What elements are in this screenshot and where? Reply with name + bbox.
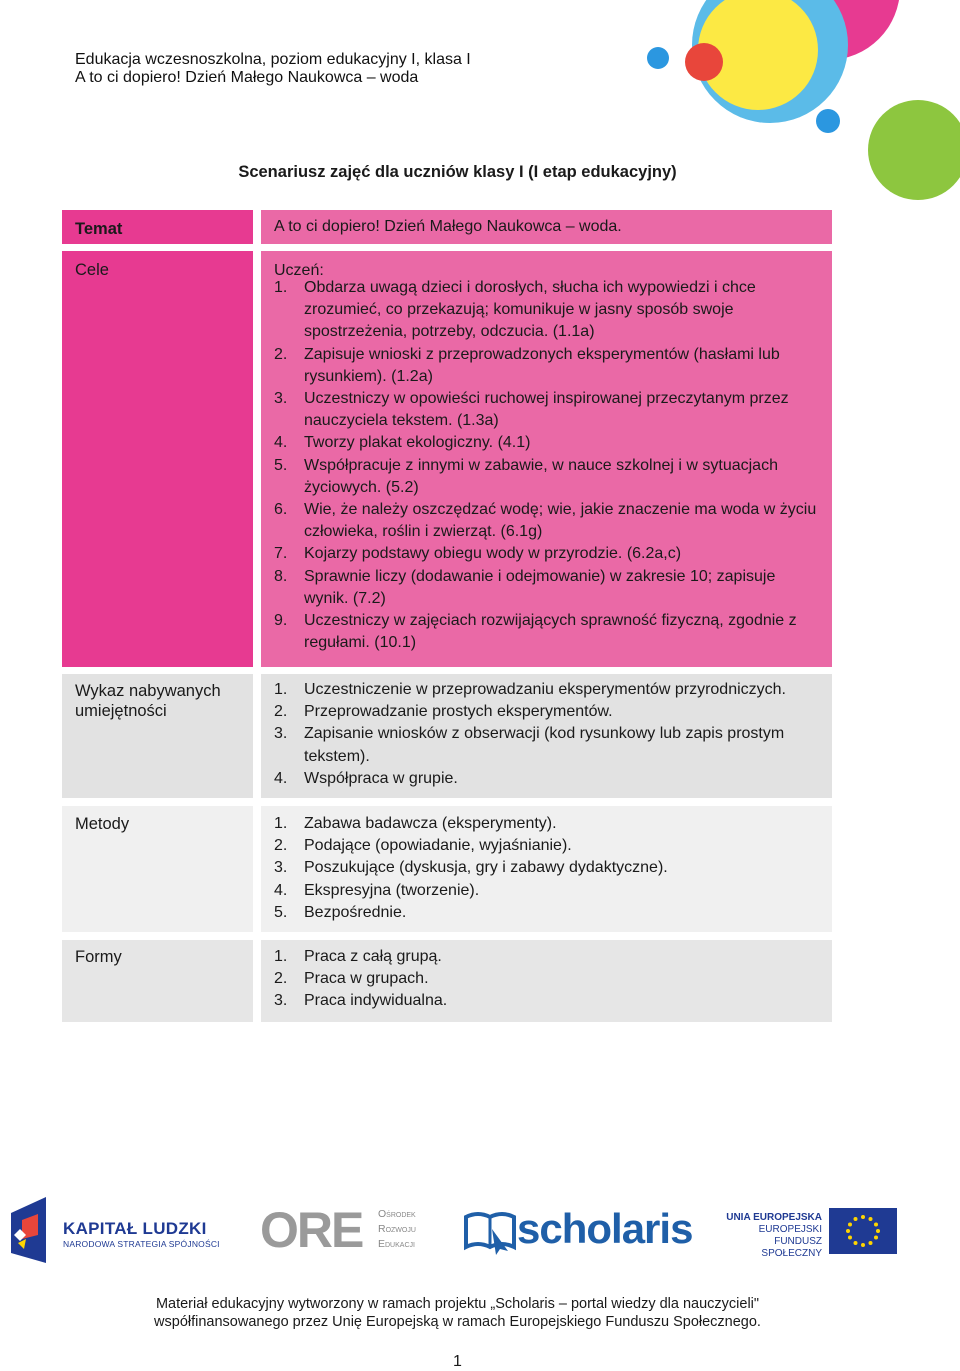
scholaris-name: scholaris <box>517 1205 693 1252</box>
formy-label: Formy <box>75 948 122 966</box>
page-number: 1 <box>453 1353 462 1370</box>
red-circle-small <box>685 43 723 81</box>
cele-label-cell <box>62 251 253 667</box>
blue-circle-small <box>647 47 669 69</box>
formy-list <box>274 946 824 1013</box>
ore-line1: Ośrodek <box>378 1208 416 1220</box>
list-item: 2. Przeprowadzanie prostych eksperymentów. <box>274 703 613 721</box>
list-item: 3. Zapisanie wniosków z obserwacji (kod rysunkowy lub zapis prostym tekstem). <box>274 725 785 765</box>
metody-content-cell <box>261 806 832 932</box>
wykaz-label-cell <box>62 674 253 798</box>
kapital-ludzki-emblem <box>8 1195 58 1267</box>
list-item: 2. Podające (opowiadanie, wyjaśnianie). <box>274 837 572 855</box>
list-item: 2. Zapisuje wnioski z przeprowadzonych eksperymentów (hasłami lub rysunkiem). (1.2a) <box>274 345 780 385</box>
kapital-ludzki-title: KAPITAŁ LUDZKI <box>63 1219 207 1238</box>
temat-value: A to ci dopiero! Dzień Małego Naukowca – woda. <box>274 218 622 235</box>
wykaz-content-cell <box>261 674 832 798</box>
footer-line1: Materiał edukacyjny wytworzony w ramach projektu „Scholaris – portal wiedzy dla nauczycieli" <box>155 1296 760 1312</box>
ore-line2: Rozwoju <box>378 1223 416 1235</box>
cele-list <box>274 277 824 654</box>
eu-line3: FUNDUSZ SPOŁECZNY <box>761 1236 822 1259</box>
metody-label-cell <box>62 806 253 932</box>
list-item: 4. Tworzy plakat ekologiczny. (4.1) <box>274 434 531 452</box>
temat-label-cell <box>62 210 253 244</box>
wykaz-label-line1: Wykaz nabywanych <box>75 682 221 700</box>
list-item: 4. Współpraca w grupie. <box>274 769 458 787</box>
wykaz-label-line2: umiejętności <box>75 702 167 720</box>
green-circle <box>868 100 960 200</box>
formy-content-cell <box>261 940 832 1022</box>
ore-logo <box>260 1202 440 1260</box>
list-item: 4. Ekspresyjna (tworzenie). <box>274 881 480 899</box>
kapital-ludzki-subtitle: NARODOWA STRATEGIA SPÓJNOŚCI <box>63 1239 220 1249</box>
metody-label: Metody <box>75 815 130 833</box>
list-item: 8. Sprawnie liczy (dodawanie i odejmowanie) w zakresie 10; zapisuje wynik. (7.2) <box>274 567 776 607</box>
list-item: 3. Praca indywidualna. <box>274 992 448 1010</box>
list-item: 1. Uczestniczenie w przeprowadzaniu eksperymentów przyrodniczych. <box>274 681 786 698</box>
cele-intro: Uczeń: <box>274 262 324 279</box>
cele-content-cell <box>261 251 832 667</box>
eu-line2: EUROPEJSKI <box>758 1224 822 1235</box>
metody-list <box>274 813 824 924</box>
eu-text <box>725 1212 822 1260</box>
temat-value-cell <box>261 210 832 244</box>
list-item: 1. Zabawa badawcza (eksperymenty). <box>274 815 557 832</box>
eu-line1: UNIA EUROPEJSKA <box>726 1212 822 1223</box>
scholaris-book-icon <box>462 1207 518 1255</box>
footer-line2: współfinansowanego przez Unię Europejską w ramach Europejskiego Funduszu Społecznego. <box>154 1314 761 1330</box>
eu-flag-icon <box>829 1208 897 1254</box>
wykaz-list <box>274 679 824 790</box>
header-title: A to ci dopiero! Dzień Małego Naukowca – woda <box>75 69 419 86</box>
list-item: 3. Poszukujące (dyskusja, gry i zabawy dydaktyczne). <box>274 859 668 877</box>
formy-label-cell <box>62 940 253 1022</box>
scholaris-logo <box>462 1203 693 1263</box>
scenario-title: Scenariusz zajęć dla uczniów klasy I (I etap edukacyjny) <box>238 163 677 181</box>
eu-logo <box>725 1208 900 1259</box>
list-item: 5. Bezpośrednie. <box>274 903 407 921</box>
temat-label: Temat <box>75 220 123 238</box>
kapital-ludzki-logo <box>8 1195 223 1267</box>
ore-line3: Edukacji <box>378 1238 415 1250</box>
list-item: 1. Praca z całą grupą. <box>274 948 442 965</box>
list-item: 9. Uczestniczy w zajęciach rozwijających sprawność fizyczną, zgodnie z regułami. (10.1) <box>274 612 797 652</box>
list-item: 5. Współpracuje z innymi w zabawie, w nauce szkolnej i w sytuacjach życiowych. (5.2) <box>274 456 778 496</box>
ore-text <box>378 1207 416 1252</box>
ore-mark: ORE <box>260 1202 363 1258</box>
list-item: 6. Wie, że należy oszczędzać wodę; wie, jakie znaczenie ma woda w życiu człowieka, roślin i zwierząt. (6.1g) <box>274 501 817 541</box>
list-item: 1. Obdarza uwagą dzieci i dorosłych, słucha ich wypowiedzi i chce zrozumieć, co przekazują; komunikuje w jasny sposób swoje spostrzeżenia, potrzeby, odczucia. (1.1a) <box>274 279 756 341</box>
blue-circle-right <box>816 109 840 133</box>
list-item: 7. Kojarzy podstawy obiegu wody w przyrodzie. (6.2a,c) <box>274 545 682 563</box>
header-subject: Edukacja wczesnoszkolna, poziom edukacyjny I, klasa I <box>75 51 471 68</box>
list-item: 2. Praca w grupach. <box>274 970 429 988</box>
list-item: 3. Uczestniczy w opowieści ruchowej inspirowanej przeczytanym przez nauczyciela tekstem. (1.3a) <box>274 390 789 430</box>
cele-label: Cele <box>75 261 109 279</box>
